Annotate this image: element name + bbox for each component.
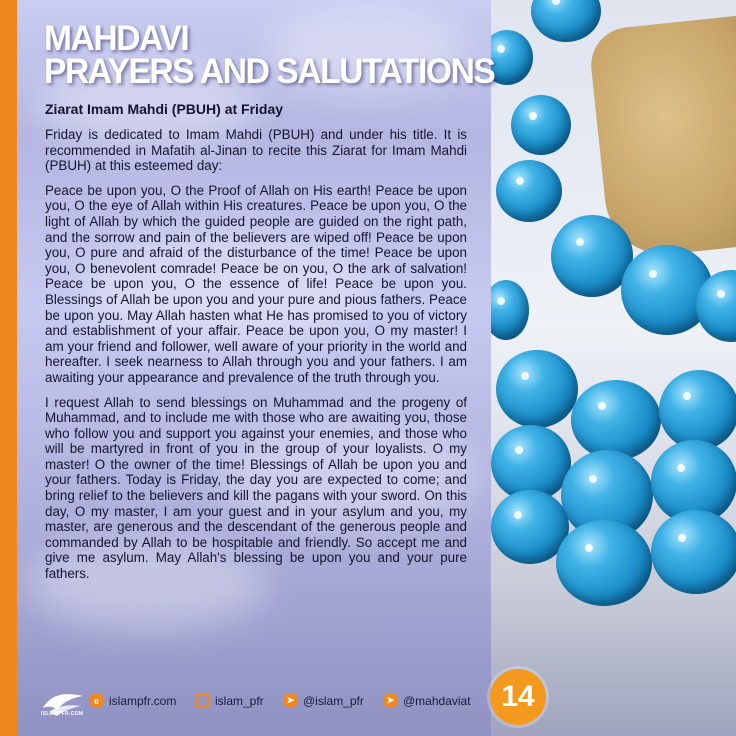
body-text [45, 127, 467, 591]
ziarat-paragraph-1: Peace be upon you, O the Proof of Allah on His earth! Peace be upon you, O the eye of Allah within His creatures. Peace be upon you, O the light of Allah by which the guided people are guided on the right path, and the sorrow and pain of the believers are wiped off! Peace be upon you, O pure and afraid of the disturbance of the time! Peace be upon you, O benevolent comrade! Peace be on you, O the ark of salvation! Peace be upon you, O the essence of life! Peace be upon you. Blessings of Allah be upon you and your pure and pious fathers. Peace be upon you. May Allah hasten what He has promised to you of victory and establishment of your affair. Peace be upon you, O my master! I am your friend and follower, well aware of your priority in the world and hereafter. I seek nearness to Allah through you and your fathers. I am awaiting your appearance and prevalence of the truth through you. [45, 182, 467, 385]
orange-side-stripe [0, 0, 17, 736]
website-link[interactable] [89, 693, 176, 708]
telegram-link-mahdaviat[interactable] [383, 693, 471, 708]
ziarat-paragraph-2: I request Allah to send blessings on Muhammad and the progeny of Muhammad, and to include me with those who are awaiting you, those who follow you and support you against your enemies, and those who will be martyred in front of you in the group of your loyalists. O my master! O the owner of the time! Blessings of Allah be upon you and your fathers. Today is Friday, the day you are expected to come; and bring relief to the believers and kill the pagans with your sword. On this day, O my master, I am your guest and in your asylum and you, my master, are generous and the descendant of the generous people and commanded by Allah to be hospitable and friendly. So accept me and give me asylum. May Allah's blessing be upon you and your pure fathers. [45, 394, 467, 582]
intro-paragraph: Friday is dedicated to Imam Mahdi (PBUH) and under his title. It is recommended in Mafatih al-Jinan to recite this Ziarat for Imam Mahdi (PBUH) at this esteemed day: [45, 127, 467, 174]
telegram-link-islam-pfr[interactable] [283, 693, 364, 708]
logo-text: ISLAMPFR.COM [41, 711, 84, 717]
telegram-icon: ➤ [383, 693, 398, 708]
website-label: islampfr.com [109, 693, 177, 708]
footer [17, 672, 491, 736]
title-line-2: PRAYERS AND SALUTATIONS [44, 52, 495, 91]
page-number-badge: 14 [490, 669, 546, 725]
web-icon: e [89, 693, 104, 708]
telegram-label-2: @mahdaviat [403, 693, 471, 708]
section-subtitle: Ziarat Imam Mahdi (PBUH) at Friday [45, 101, 284, 117]
instagram-label: islam_pfr [215, 693, 264, 708]
instagram-icon: ● [195, 693, 210, 708]
telegram-icon: ➤ [283, 693, 298, 708]
instagram-link[interactable] [195, 693, 264, 708]
prayer-beads-photo [491, 0, 736, 736]
title-line-1: MAHDAVI [44, 19, 189, 58]
page-title [44, 19, 495, 91]
telegram-label-1: @islam_pfr [303, 693, 364, 708]
